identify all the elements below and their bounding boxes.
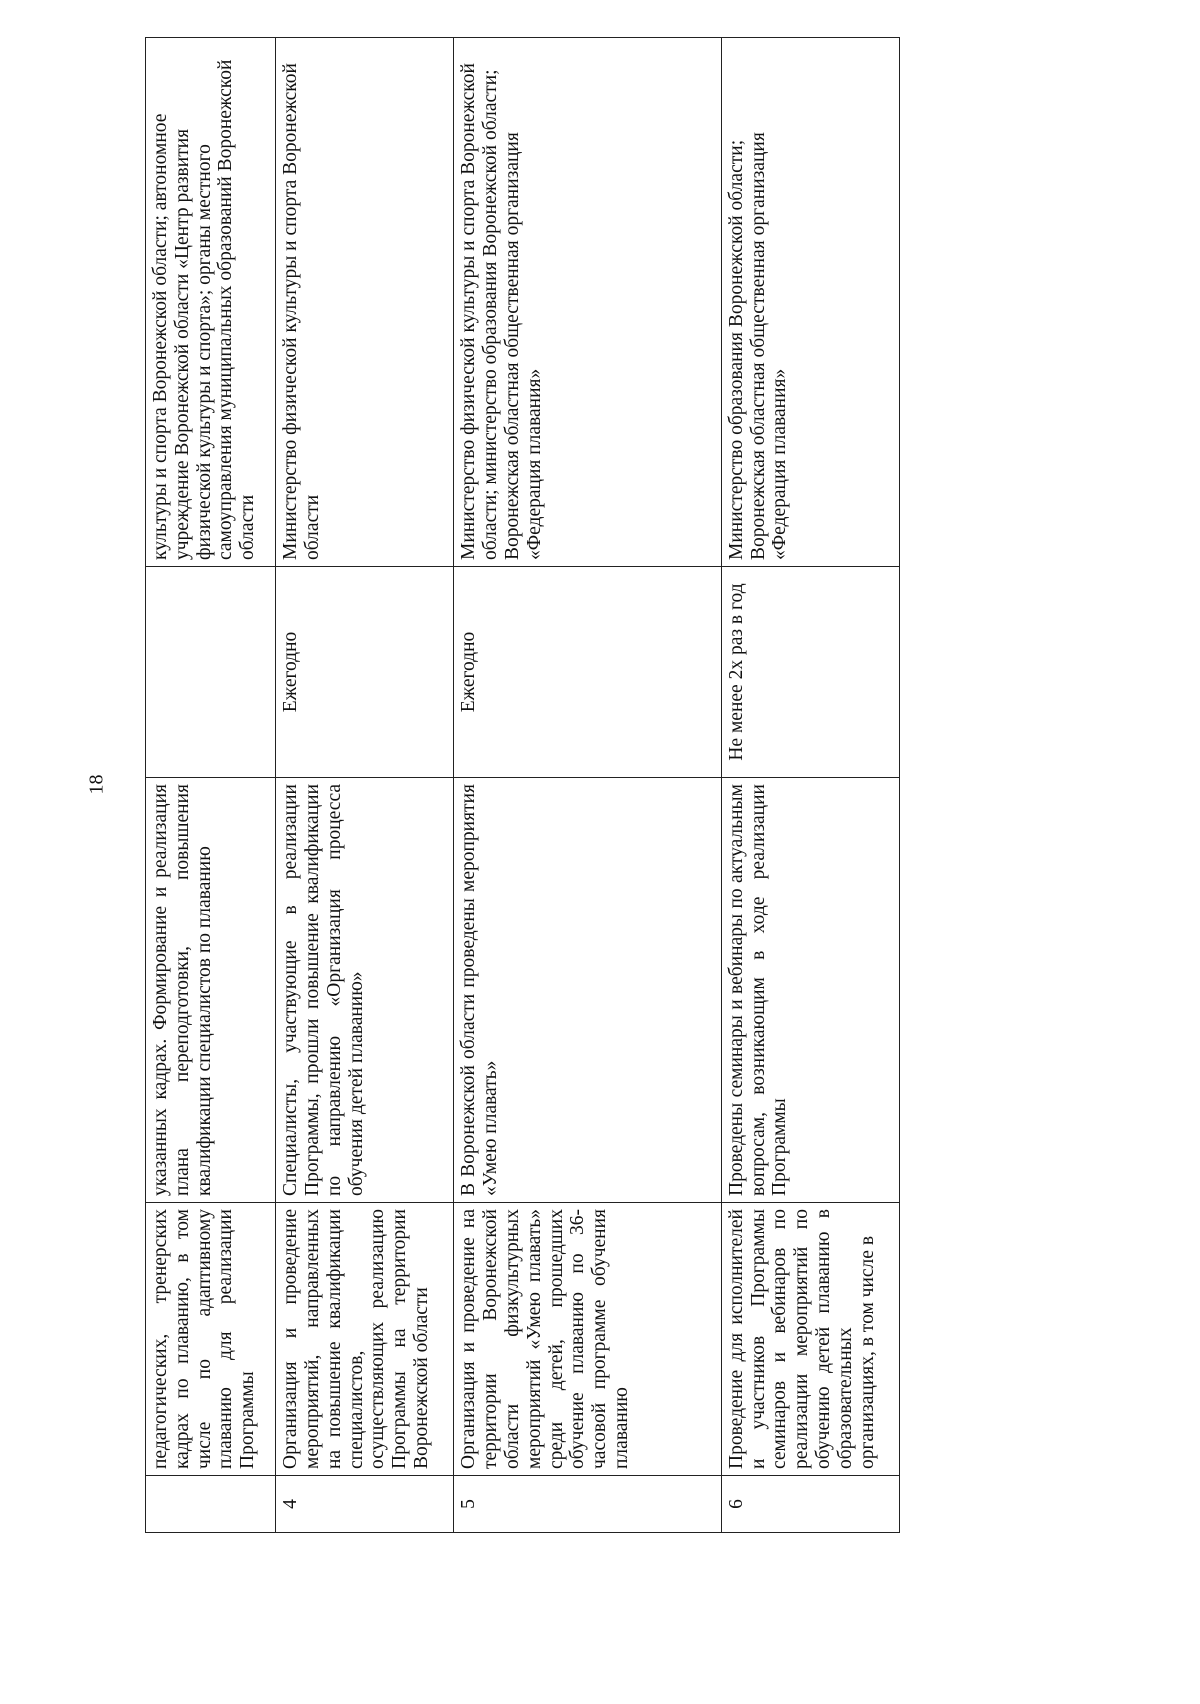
term-cell: Ежегодно: [276, 567, 454, 778]
activity-cell: педагогических, тренерских кадрах по плаванию, в том числе по адаптивному плаванию для реализации Программы: [146, 1203, 276, 1476]
term-cell: Не менее 2х раз в год: [721, 567, 899, 778]
table-row: [276, 38, 454, 1533]
executors-cell: культуры и спорта Воронежской области; автономное учреждение Воронежской области «Центр развития физической культуры и спорта»; органы местного самоуправления муниципальных образований Воронежской области: [146, 38, 276, 567]
program-table: [145, 37, 900, 1533]
row-number: 5: [454, 1476, 722, 1533]
executors-cell: Министерство образования Воронежской области; Воронежская областная общественная организация «Федерация плавания»: [721, 38, 899, 567]
result-cell: указанных кадрах. Формирование и реализация плана переподготовки, повышения квалификации специалистов по плаванию: [146, 778, 276, 1203]
row-number: [146, 1476, 276, 1533]
executors-cell: Министерство физической культуры и спорта Воронежской области; министерство образования Воронежской области; Воронежская областная общественная организация «Федерация плавания»: [454, 38, 722, 567]
rotated-table-container: [145, 38, 900, 1533]
result-cell: Проведены семинары и вебинары по актуальным вопросам, возникающим в ходе реализации Программы: [721, 778, 899, 1203]
result-cell: В Воронежской области проведены мероприятия «Умею плавать»: [454, 778, 722, 1203]
term-cell: [146, 567, 276, 778]
page-number: 18: [85, 774, 108, 795]
row-number: 4: [276, 1476, 454, 1533]
table-row: [721, 38, 899, 1533]
table-row: [146, 38, 276, 1533]
activity-cell: Организация и проведение на территории Воронежской области физкультурных мероприятий «Умею плавать» среди детей, прошедших обучение плаванию по 36-часовой программе обучения плаванию: [454, 1203, 722, 1476]
table-row: [454, 38, 722, 1533]
executors-cell: Министерство физической культуры и спорта Воронежской области: [276, 38, 454, 567]
result-cell: Специалисты, участвующие в реализации Программы, прошли повышение квалификации по направлению «Организация процесса обучения детей плаванию»: [276, 778, 454, 1203]
term-cell: Ежегодно: [454, 567, 722, 778]
activity-cell: Проведение для исполнителей и участников Программы семинаров и вебинаров по реализации мероприятий по обучению детей плаванию в образовательных организациях, в том числе в: [721, 1203, 899, 1476]
row-number: 6: [721, 1476, 899, 1533]
activity-cell: Организация и проведение мероприятий, направленных на повышение квалификации специалистов, осуществляющих реализацию Программы на территории Воронежской области: [276, 1203, 454, 1476]
